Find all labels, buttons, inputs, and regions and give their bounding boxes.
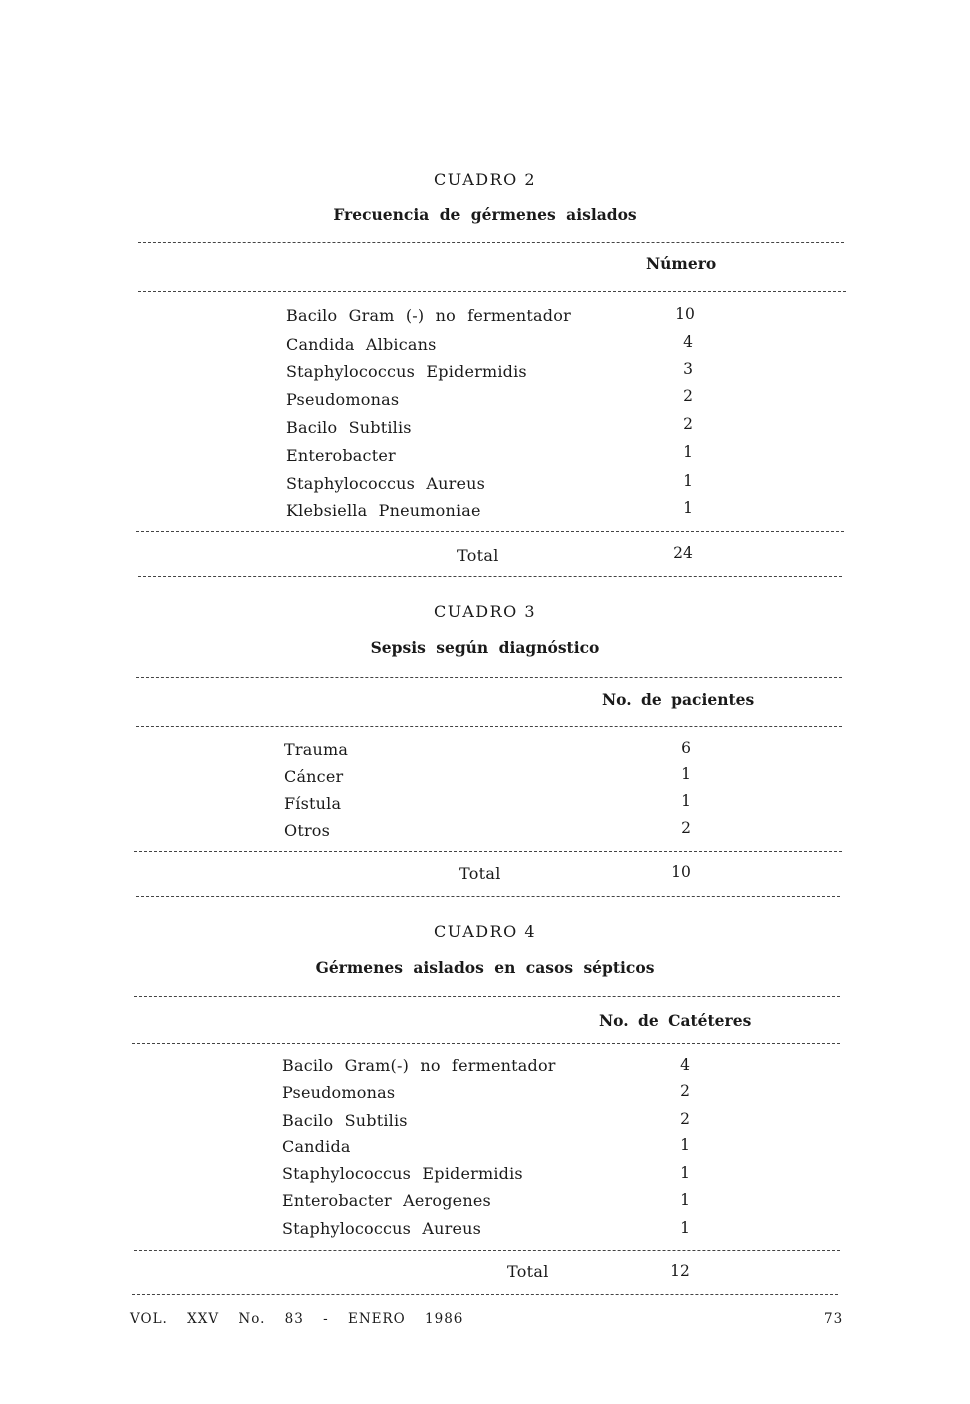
cuadro-2-row-value: 10 bbox=[675, 305, 695, 323]
cuadro-4-row-label: Staphylococcus Aureus bbox=[282, 1219, 482, 1238]
cuadro-2-row-label: Enterobacter bbox=[286, 446, 396, 465]
cuadro-2-row-label: Staphylococcus Aureus bbox=[286, 474, 486, 493]
cuadro-4-row-label: Bacilo Gram(-) no fermentador bbox=[282, 1056, 556, 1075]
cuadro-2-subtitle: Frecuencia de gérmenes aislados bbox=[333, 205, 637, 224]
cuadro-4-row-value: 1 bbox=[680, 1191, 690, 1209]
cuadro-2-top-rule bbox=[138, 242, 844, 243]
cuadro-2-row-label: Klebsiella Pneumoniae bbox=[286, 501, 481, 520]
footer-journal-issue: VOL. XXV No. 83 - ENERO 1986 bbox=[130, 1311, 464, 1327]
cuadro-3-top-rule bbox=[136, 677, 842, 678]
cuadro-2-row-value: 2 bbox=[683, 387, 693, 405]
cuadro-2-row-label: Bacilo Gram (-) no fermentador bbox=[286, 306, 571, 325]
cuadro-4-row-value: 1 bbox=[680, 1219, 690, 1237]
cuadro-3-subtitle: Sepsis según diagnóstico bbox=[370, 638, 600, 657]
cuadro-4-subtitle: Gérmenes aislados en casos sépticos bbox=[315, 958, 655, 977]
cuadro-2-row-label: Pseudomonas bbox=[286, 390, 400, 409]
cuadro-2-column-header: Número bbox=[646, 254, 717, 273]
cuadro-4-row-value: 1 bbox=[680, 1136, 690, 1154]
cuadro-4-total-rule bbox=[134, 1250, 840, 1251]
cuadro-2-row-label: Bacilo Subtilis bbox=[286, 418, 412, 437]
cuadro-3-row-value: 1 bbox=[681, 765, 691, 783]
cuadro-3-total-value: 10 bbox=[671, 863, 691, 881]
cuadro-4-top-rule bbox=[134, 996, 840, 997]
cuadro-2-row-label: Candida Albicans bbox=[286, 335, 437, 354]
cuadro-3-row-label: Otros bbox=[284, 821, 331, 840]
cuadro-4-column-header: No. de Catéteres bbox=[599, 1011, 752, 1030]
cuadro-2-total-value: 24 bbox=[673, 544, 693, 562]
cuadro-4-row-value: 2 bbox=[680, 1110, 690, 1128]
cuadro-4-row-value: 2 bbox=[680, 1082, 690, 1100]
cuadro-3-title: CUADRO 3 bbox=[433, 602, 537, 621]
cuadro-4-header-rule bbox=[132, 1043, 840, 1044]
cuadro-4-total-label: Total bbox=[507, 1262, 549, 1281]
cuadro-2-row-value: 3 bbox=[683, 360, 693, 378]
cuadro-2-total-rule bbox=[136, 531, 844, 532]
cuadro-3-header-rule bbox=[136, 726, 842, 727]
cuadro-4-row-value: 1 bbox=[680, 1164, 690, 1182]
cuadro-4-row-label: Bacilo Subtilis bbox=[282, 1111, 408, 1130]
cuadro-2-header-rule bbox=[138, 291, 846, 292]
cuadro-3-row-label: Fístula bbox=[284, 794, 342, 813]
cuadro-3-column-header: No. de pacientes bbox=[602, 690, 755, 709]
cuadro-4-row-label: Candida bbox=[282, 1137, 351, 1156]
cuadro-3-bottom-rule bbox=[136, 896, 840, 897]
cuadro-4-total-value: 12 bbox=[670, 1262, 690, 1280]
cuadro-4-row-label: Enterobacter Aerogenes bbox=[282, 1191, 491, 1210]
footer-page-number: 73 bbox=[824, 1311, 844, 1327]
cuadro-2-row-value: 2 bbox=[683, 415, 693, 433]
cuadro-2-total-label: Total bbox=[457, 546, 499, 565]
cuadro-4-row-value: 4 bbox=[680, 1056, 690, 1074]
cuadro-3-total-label: Total bbox=[459, 864, 501, 883]
cuadro-3-total-rule bbox=[134, 851, 842, 852]
cuadro-2-row-label: Staphylococcus Epidermidis bbox=[286, 362, 527, 381]
cuadro-2-row-value: 1 bbox=[683, 443, 693, 461]
cuadro-3-row-value: 1 bbox=[681, 792, 691, 810]
cuadro-3-row-value: 6 bbox=[681, 739, 691, 757]
cuadro-4-bottom-rule bbox=[132, 1294, 838, 1295]
cuadro-3-row-label: Trauma bbox=[284, 740, 349, 759]
cuadro-2-bottom-rule bbox=[138, 576, 842, 577]
cuadro-3-row-value: 2 bbox=[681, 819, 691, 837]
cuadro-4-row-label: Pseudomonas bbox=[282, 1083, 396, 1102]
cuadro-3-row-label: Cáncer bbox=[284, 767, 344, 786]
cuadro-2-row-value: 1 bbox=[683, 499, 693, 517]
cuadro-2-title: CUADRO 2 bbox=[433, 170, 537, 189]
cuadro-4-title: CUADRO 4 bbox=[433, 922, 537, 941]
cuadro-2-row-value: 4 bbox=[683, 333, 693, 351]
cuadro-2-row-value: 1 bbox=[683, 472, 693, 490]
cuadro-4-row-label: Staphylococcus Epidermidis bbox=[282, 1164, 523, 1183]
